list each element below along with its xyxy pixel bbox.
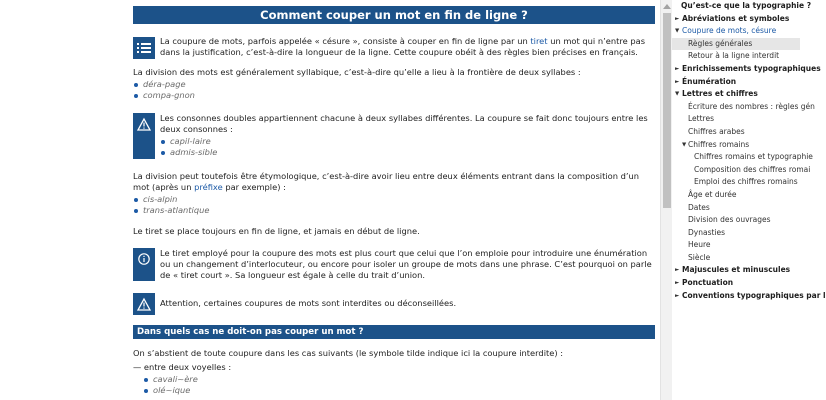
list-icon	[133, 37, 155, 59]
expand-arrow-icon[interactable]: ►	[675, 65, 680, 72]
toc-item-division-ouvrages[interactable]: Division des ouvrages	[688, 215, 771, 225]
toc-item-chiffres-romains[interactable]: ▼ Chiffres romains	[672, 139, 800, 152]
list-item: admis-sible	[160, 147, 655, 158]
sidebar-toc	[672, 0, 826, 400]
toc-item-abreviations[interactable]: ► Abréviations et symboles	[672, 13, 800, 26]
toc-item-chiffres-arabes[interactable]: Chiffres arabes	[688, 126, 745, 136]
abstain-text: On s’abstient de toute coupure dans les cas suivants (le symbole tilde indique ici la coupure interdite) :	[133, 348, 564, 358]
toc-item-siecle[interactable]: Siècle	[688, 252, 711, 262]
list-item: déra-page	[133, 79, 655, 90]
expand-arrow-icon[interactable]: ►	[675, 292, 680, 299]
double-consonant-examples	[160, 136, 655, 158]
toc-item-romains-typographie[interactable]: Chiffres romains et typographie	[694, 152, 813, 162]
warning-icon	[133, 293, 155, 315]
toc-item-dynasties[interactable]: Dynasties	[688, 227, 726, 237]
etymology-text: La division peut toutefois être étymologique, c’est-à-dire avoir lieu entre deux éléments entrant dans la composition d’un mot (après un préfixe par exemple) :	[133, 171, 640, 192]
double-consonant-text: Les consonnes doubles appartiennent chacune à deux syllabes différentes. La coupure se fait donc toujours entre les deux consonnes :	[160, 113, 648, 134]
vowels-examples	[133, 374, 655, 396]
list-item: capil-laire	[160, 136, 655, 147]
double-consonant-warning	[133, 113, 655, 159]
syllabic-text: La division des mots est généralement syllabique, c’est-à-dire qu’elle a lieu à la frontière de deux syllabes :	[133, 67, 581, 77]
toc-item-ecriture-nombres[interactable]: Écriture des nombres : règles gén	[688, 101, 815, 111]
tiret-line-text: Le tiret se place toujours en fin de ligne, et jamais en début de ligne.	[133, 226, 420, 236]
scroll-up-arrow-icon[interactable]	[663, 4, 671, 9]
expand-arrow-icon[interactable]: ►	[675, 280, 680, 287]
section-heading: Dans quels cas ne doit-on pas couper un mot ?	[133, 325, 655, 339]
vowels-case-label: — entre deux voyelles :	[133, 362, 232, 372]
forbidden-warning	[133, 293, 655, 315]
etymology-examples	[133, 194, 655, 216]
toc-item-lettres-chiffres[interactable]: ▼ Lettres et chiffres	[672, 88, 800, 101]
list-item: olé~ique	[143, 385, 655, 396]
list-item: trans-atlantique	[133, 205, 655, 216]
info-icon	[133, 248, 155, 270]
toc-item-coupure[interactable]: ▼ Coupure de mots, césure	[672, 25, 800, 38]
prefixe-link[interactable]: préfixe	[194, 182, 223, 192]
list-item: cis-alpin	[133, 194, 655, 205]
tiret-link[interactable]: tiret	[530, 36, 548, 46]
syllabic-examples	[133, 79, 655, 101]
toc-item-ponctuation[interactable]: ► Ponctuation	[672, 277, 800, 290]
page-title: Comment couper un mot en fin de ligne ?	[133, 6, 655, 24]
expand-arrow-icon[interactable]: ►	[675, 267, 680, 274]
toc-item-regles-generales[interactable]: Règles générales	[672, 38, 800, 51]
toc-item-typographie[interactable]: Qu’est-ce que la typographie ?	[681, 1, 812, 10]
toc-item-composition-romains[interactable]: Composition des chiffres romai	[694, 164, 811, 174]
scrollbar-thumb[interactable]	[663, 13, 671, 208]
toc-item-age-duree[interactable]: Âge et durée	[688, 189, 737, 199]
tiret-info-text: Le tiret employé pour la coupure des mots est plus court que celui que l’on emploie pour introduire une énumération ou un changement d’interlocuteur, ou encore pour isoler un groupe de mots dans une phrase. C’est pourquoi on parle de « tiret court ». Sa longueur est égale à celle du trait d’union.	[160, 248, 652, 280]
intro-note	[133, 36, 655, 58]
expand-arrow-icon[interactable]: ►	[675, 78, 680, 85]
warning-icon	[133, 113, 155, 135]
expand-arrow-icon[interactable]: ►	[675, 15, 680, 22]
toc-item-enrichissements[interactable]: ► Enrichissements typographiques	[672, 63, 800, 76]
intro-text: La coupure de mots, parfois appelée « césure », consiste à couper en fin de ligne par un tiret un mot qui n’entre pas dans la justification, c’est-à-dire la longueur de la ligne. Cette coupure obéit à des règles bien précises en français.	[160, 36, 646, 57]
toc-item-dates[interactable]: Dates	[688, 202, 710, 212]
toc-item-retour-ligne[interactable]: Retour à la ligne interdit	[688, 51, 780, 61]
forbidden-text: Attention, certaines coupures de mots sont interdites ou déconseillées.	[160, 298, 457, 308]
toc-item-enumeration[interactable]: ► Énumération	[672, 76, 800, 89]
toc-item-heure[interactable]: Heure	[688, 240, 711, 250]
collapse-arrow-icon[interactable]: ▼	[675, 28, 680, 35]
toc-item-emploi-romains[interactable]: Emploi des chiffres romains	[694, 177, 798, 187]
collapse-arrow-icon[interactable]: ▼	[675, 91, 680, 98]
list-item: compa-gnon	[133, 90, 655, 101]
article	[133, 6, 655, 396]
scrollbar[interactable]	[660, 0, 672, 400]
list-item: cavali~ère	[143, 374, 655, 385]
collapse-arrow-icon[interactable]: ▼	[682, 141, 687, 148]
tiret-info-note	[133, 248, 655, 281]
toc-item-majuscules[interactable]: ► Majuscules et minuscules	[672, 264, 800, 277]
toc-item-conventions[interactable]: ► Conventions typographiques par l	[672, 290, 800, 303]
toc-item-lettres[interactable]: Lettres	[688, 114, 714, 124]
